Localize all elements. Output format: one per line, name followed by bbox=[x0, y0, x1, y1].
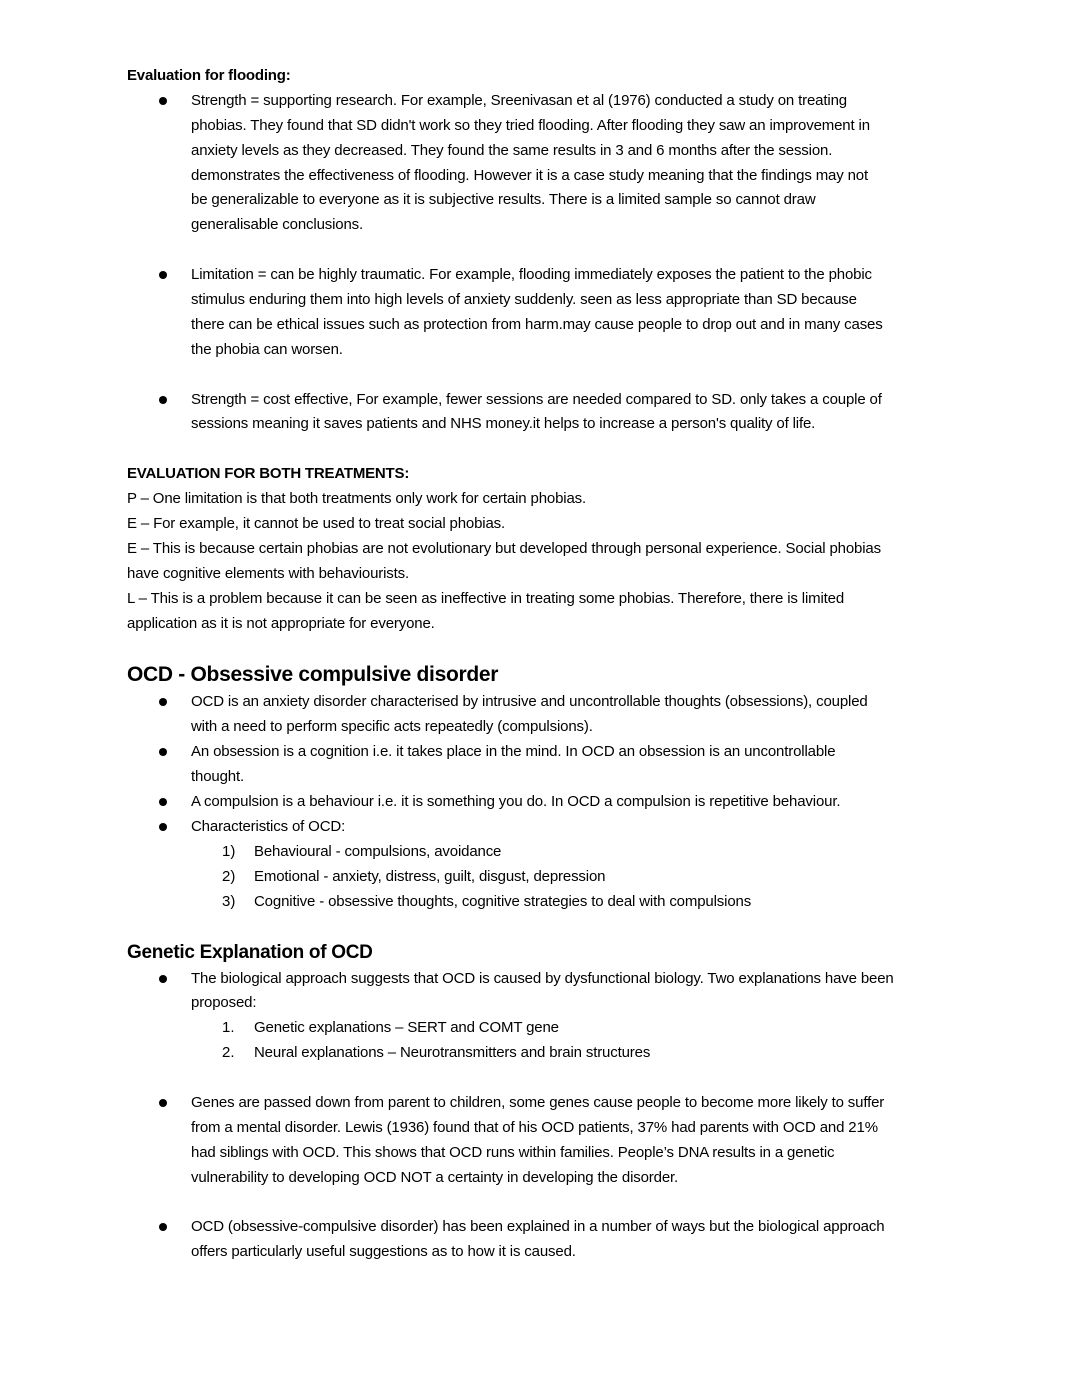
text-line: Characteristics of OCD: bbox=[191, 817, 346, 835]
flooding-limitation-bullet bbox=[127, 263, 957, 363]
both-treatments-heading: EVALUATION FOR BOTH TREATMENTS: bbox=[127, 465, 410, 483]
bullet-icon bbox=[159, 823, 167, 831]
text-line: A compulsion is a behaviour i.e. it is something you do. In OCD a compulsion is repetitive behaviour. bbox=[191, 793, 841, 811]
text-line: Limitation = can be highly traumatic. For example, flooding immediately exposes the patient to the phobic bbox=[191, 266, 872, 284]
peel-explain-line: E – This is because certain phobias are not evolutionary but developed through personal experience. Social phobias bbox=[127, 539, 881, 557]
bullet-icon bbox=[159, 271, 167, 279]
bullet-icon bbox=[159, 975, 167, 983]
text-line: demonstrates the effectiveness of flooding. However it is a case study meaning that the findings may not bbox=[191, 166, 869, 184]
text-line: The biological approach suggests that OCD is caused by dysfunctional biology. Two explanations have been bbox=[191, 969, 894, 987]
text-line: Genes are passed down from parent to children, some genes cause people to become more likely to suffer bbox=[191, 1093, 885, 1111]
list-number: 2. bbox=[222, 1044, 235, 1062]
ocd-characteristics-bullet bbox=[127, 815, 957, 840]
list-number: 2) bbox=[222, 867, 236, 885]
text-line: stimulus enduring them into high levels of anxiety suddenly. seen as less appropriate than SD because bbox=[191, 291, 857, 309]
bullet-icon bbox=[159, 1223, 167, 1231]
bullet-icon bbox=[159, 1099, 167, 1107]
text-line: sessions meaning it saves patients and NHS money.it helps to increase a person's quality of life. bbox=[191, 415, 816, 433]
flooding-evaluation-heading: Evaluation for flooding: bbox=[127, 67, 291, 84]
ocd-obsession-bullet bbox=[127, 740, 957, 790]
bullet-icon bbox=[159, 396, 167, 404]
text-line: thought. bbox=[191, 768, 245, 786]
text-line: offers particularly useful suggestions as to how it is caused. bbox=[191, 1243, 576, 1261]
text-line: Behavioural - compulsions, avoidance bbox=[254, 842, 502, 860]
list-number: 3) bbox=[222, 892, 236, 910]
text-line: An obsession is a cognition i.e. it takes place in the mind. In OCD an obsession is an uncontrollable bbox=[191, 743, 836, 761]
text-line: OCD (obsessive-compulsive disorder) has been explained in a number of ways but the biological approach bbox=[191, 1218, 885, 1236]
explanation-item bbox=[127, 1041, 957, 1066]
ocd-compulsion-bullet bbox=[127, 790, 957, 815]
explanation-item bbox=[127, 1016, 957, 1041]
bullet-icon bbox=[159, 798, 167, 806]
bullet-icon bbox=[159, 748, 167, 756]
peel-point-line: P – One limitation is that both treatments only work for certain phobias. bbox=[127, 490, 587, 508]
peel-example-line: E – For example, it cannot be used to treat social phobias. bbox=[127, 515, 506, 533]
text-line: had siblings with OCD. This shows that OCD runs within families. People’s DNA results in a genetic bbox=[191, 1143, 835, 1161]
peel-link-line: L – This is a problem because it can be seen as ineffective in treating some phobias. Therefore, there is limited bbox=[127, 589, 845, 607]
document-page bbox=[127, 64, 957, 1265]
ocd-section-heading: OCD - Obsessive compulsive disorder bbox=[127, 663, 499, 687]
text-line: phobias. They found that SD didn't work so they tried flooding. After flooding they saw an improvement in bbox=[191, 116, 870, 134]
text-line: be generalizable to everyone as it is subjective results. There is a limited sample so cannot draw bbox=[191, 191, 816, 209]
genes-inheritance-bullet bbox=[127, 1091, 957, 1191]
biological-approach-bullet bbox=[127, 967, 957, 1017]
text-line: OCD is an anxiety disorder characterised by intrusive and uncontrollable thoughts (obsessions), coupled bbox=[191, 693, 868, 711]
text-line: anxiety levels as they decreased. They found the same results in 3 and 6 months after the session. bbox=[191, 141, 833, 159]
flooding-strength-research-bullet bbox=[127, 89, 957, 238]
text-line: from a mental disorder. Lewis (1936) found that of his OCD patients, 37% had parents with OCD and 21% bbox=[191, 1118, 878, 1136]
ocd-explained-bullet bbox=[127, 1215, 957, 1265]
text-line: Neural explanations – Neurotransmitters and brain structures bbox=[254, 1044, 651, 1062]
text-line: Strength = cost effective, For example, fewer sessions are needed compared to SD. only takes a couple of bbox=[191, 390, 882, 408]
text-line: with a need to perform specific acts repeatedly (compulsions). bbox=[191, 718, 593, 736]
text-line: Cognitive - obsessive thoughts, cognitive strategies to deal with compulsions bbox=[254, 892, 752, 910]
characteristic-item bbox=[127, 890, 957, 915]
characteristic-item bbox=[127, 865, 957, 890]
list-number: 1. bbox=[222, 1019, 235, 1037]
text-line: Emotional - anxiety, distress, guilt, disgust, depression bbox=[254, 867, 606, 885]
text-line: generalisable conclusions. bbox=[191, 216, 364, 234]
genetic-section-heading: Genetic Explanation of OCD bbox=[127, 941, 373, 963]
bullet-icon bbox=[159, 97, 167, 105]
text-line: proposed: bbox=[191, 994, 257, 1012]
text-line: the phobia can worsen. bbox=[191, 340, 343, 358]
peel-explain-line: have cognitive elements with behaviourists. bbox=[127, 564, 410, 582]
text-line: Genetic explanations – SERT and COMT gene bbox=[254, 1019, 559, 1037]
characteristic-item bbox=[127, 840, 957, 865]
peel-link-line: application as it is not appropriate for everyone. bbox=[127, 614, 435, 632]
text-line: vulnerability to developing OCD NOT a certainty in developing the disorder. bbox=[191, 1168, 679, 1186]
bullet-icon bbox=[159, 698, 167, 706]
list-number: 1) bbox=[222, 842, 236, 860]
text-line: Strength = supporting research. For example, Sreenivasan et al (1976) conducted a study on treating bbox=[191, 91, 847, 109]
text-line: there can be ethical issues such as protection from harm.may cause people to drop out and in many cases bbox=[191, 315, 883, 333]
flooding-strength-cost-bullet bbox=[127, 388, 957, 438]
ocd-definition-bullet bbox=[127, 690, 957, 740]
